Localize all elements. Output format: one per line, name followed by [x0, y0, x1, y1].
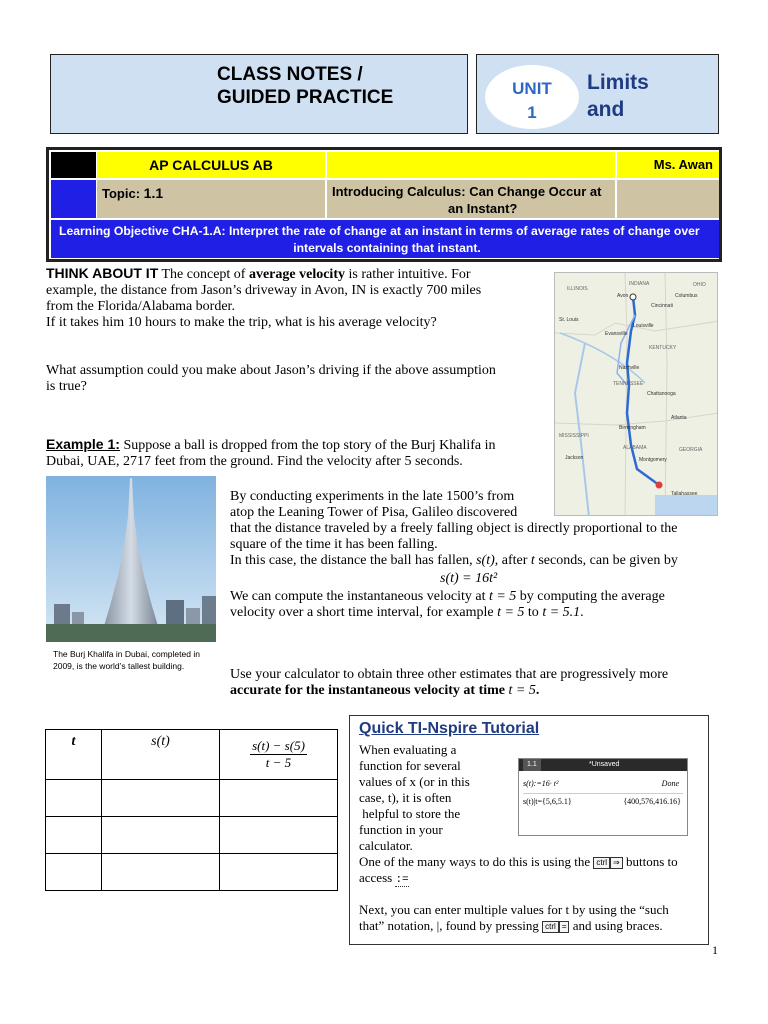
map-label: Tallahassee [671, 491, 698, 497]
map-label: OHIO [693, 282, 706, 288]
calc-line1: Use your calculator to obtain three other estimates that are progressively more [230, 667, 669, 682]
galileo-text: by computing the average [516, 589, 665, 604]
col-difference-quotient-header [220, 730, 338, 780]
course-info-table [46, 147, 722, 262]
tutorial-text: buttons to [622, 854, 678, 869]
think-about-it-section [46, 265, 556, 331]
photo-caption-line1: The Burj Khalifa in Dubai, completed in [53, 649, 200, 659]
example-1-text: Suppose a ball is dropped from the top story of the Burj Khalifa in [123, 438, 496, 453]
map-label: INDIANA [629, 281, 650, 287]
table-cell-t[interactable] [46, 854, 102, 891]
tutorial-intro-line: case, t), it is often [359, 790, 452, 805]
map-label: Columbus [675, 293, 698, 299]
map-label: Evansville [605, 331, 628, 337]
tutorial-intro-line: function in your [359, 822, 443, 837]
galileo-line3: that the distance traveled by a freely falling object is directly proportional to the [230, 521, 678, 536]
calc-divider [523, 793, 683, 794]
assumption-line1: What assumption could you make about Jason’s driving if the above assumption [46, 363, 496, 378]
col-st-header: s(t) [102, 730, 220, 780]
topic-number: 1.1 [143, 185, 164, 201]
distance-formula: s(t) = 16t² [440, 571, 498, 586]
unit-header [476, 54, 719, 134]
think-line3: from the Florida/Alabama border. [46, 299, 235, 314]
tutorial-store-instructions [359, 854, 678, 888]
ti-nspire-tutorial [349, 715, 709, 945]
topic-title-line1: Introducing Calculus: Can Change Occur at [332, 184, 602, 199]
table-row [46, 780, 338, 817]
calc-entry-1: s(t):=16· t² [523, 779, 559, 788]
header-title-line2: GUIDED PRACTICE [217, 87, 394, 108]
equals-key: = [559, 921, 570, 933]
map-label: Birmingham [619, 425, 646, 431]
table-cell-t[interactable] [46, 780, 102, 817]
objective-line2: intervals containing that instant. [293, 241, 481, 255]
tutorial-text: access [359, 870, 396, 885]
table-cell-quotient[interactable] [220, 817, 338, 854]
galileo-line1: By conducting experiments in the late 1500’s from [230, 489, 515, 504]
galileo-text: seconds, can be given by [534, 553, 678, 568]
col-t-header: t [46, 730, 102, 780]
map-label: Cincinnati [651, 303, 673, 309]
tutorial-text: Next, you can enter multiple values for t by using the “such [359, 902, 669, 917]
tutorial-intro [359, 742, 470, 854]
table-cell-t[interactable] [46, 817, 102, 854]
map-label: ILLINOIS [567, 286, 588, 292]
blue-swatch [51, 180, 96, 218]
table-row [46, 817, 338, 854]
calculator-tab: 1.1 [523, 759, 541, 771]
galileo-math: t = 5 [488, 589, 517, 604]
tutorial-title: Quick TI-Nspire Tutorial [359, 720, 540, 737]
unit-number: 1 [527, 103, 537, 122]
calc-entry-2: s(t)|t={5,6,5.1} [523, 797, 572, 806]
table-cell-quotient[interactable] [220, 780, 338, 817]
unit-title [587, 69, 649, 123]
galileo-text: , after [494, 553, 531, 568]
unit-label: UNIT [512, 79, 552, 98]
think-question: If it takes him 10 hours to make the trip, what is his average velocity? [46, 315, 437, 330]
class-notes-header [50, 54, 468, 134]
galileo-line4: square of the time it has been falling. [230, 537, 438, 552]
burj-khalifa-photo [46, 476, 216, 642]
calculator-doc-name: *Unsaved [589, 761, 620, 768]
map-graphic [555, 273, 718, 516]
galileo-math: s(t) [476, 553, 495, 568]
table-cell-st[interactable] [102, 854, 220, 891]
tutorial-intro-line: helpful to store the [359, 806, 461, 821]
galileo-text: to [524, 605, 543, 620]
think-text: The concept of [161, 267, 249, 282]
table-header-row [46, 730, 338, 780]
unit-title-line2: and [587, 98, 625, 121]
table-cell-quotient[interactable] [220, 854, 338, 891]
tutorial-intro-line: values of x (or in this [359, 774, 470, 789]
calc-result-2: {400,576,416.16} [623, 797, 681, 806]
difference-quotient-denominator: t − 5 [265, 755, 292, 770]
think-line2: example, the distance from Jason’s driveway in Avon, IN is exactly 700 miles [46, 283, 482, 298]
galileo-section [230, 489, 720, 621]
galileo-text: . [580, 605, 584, 620]
topic-cell [97, 180, 325, 218]
tutorial-intro-line: When evaluating a [359, 742, 457, 757]
black-swatch [51, 152, 96, 178]
galileo-text: In this case, the distance the ball has fallen, [230, 553, 477, 568]
calc-result-1: Done [661, 779, 679, 788]
teacher-name: Ms. Awan [617, 152, 719, 178]
galileo-math: t [530, 553, 535, 568]
photo-caption [53, 648, 200, 672]
example-1-label: Example 1: [46, 436, 120, 452]
map-label: MISSISSIPPI [559, 433, 589, 439]
tutorial-intro-line: calculator. [359, 838, 413, 853]
map-label: Montgomery [639, 457, 667, 463]
topic-label: Topic: [102, 186, 141, 201]
map-label: Avon [617, 293, 629, 299]
estimate-table [45, 729, 338, 891]
unit-badge [485, 65, 579, 129]
course-name: AP CALCULUS AB [97, 152, 325, 178]
average-velocity-term: average velocity [248, 267, 345, 282]
route-map [554, 272, 718, 516]
header-title [217, 63, 393, 109]
map-label: St. Louis [559, 317, 579, 323]
tutorial-text: One of the many ways to do this is using the [359, 854, 594, 869]
difference-quotient-numerator: s(t) − s(5) [252, 738, 305, 753]
header-title-line1: CLASS NOTES / [217, 64, 363, 85]
calc-bold-text: accurate for the instantaneous velocity at time [230, 683, 509, 698]
calc-math: t = 5 [508, 683, 536, 698]
course-blank-cell [327, 152, 615, 178]
think-text: is rather intuitive. For [344, 267, 471, 282]
objective-line1: Learning Objective CHA-1.A: Interpret the rate of change at an instant in terms of average rates of change over [59, 224, 700, 238]
tutorial-such-that-instructions [359, 902, 669, 934]
map-label: Atlanta [671, 415, 687, 421]
map-label: Jackson [565, 455, 584, 461]
table-row [46, 854, 338, 891]
photo-caption-line2: 2009, is the world’s tallest building. [53, 661, 185, 671]
learning-objective [51, 220, 719, 258]
example-1 [46, 436, 556, 470]
map-label: Nashville [619, 365, 640, 371]
calc-text: . [535, 683, 540, 698]
galileo-math: t = 5 [497, 605, 525, 620]
example-1-text: Dubai, UAE, 2717 feet from the ground. Find the velocity after 5 seconds. [46, 454, 463, 469]
map-label: TENNESSEE [613, 381, 644, 387]
galileo-text: We can compute the instantaneous velocity at [230, 589, 489, 604]
galileo-math: t = 5.1 [542, 605, 581, 620]
ctrl-key: ctrl [542, 921, 559, 933]
assumption-question [46, 363, 546, 395]
map-label: GEORGIA [679, 447, 703, 453]
topic-blank-cell [617, 180, 719, 218]
ctrl-key: ctrl [593, 857, 610, 869]
table-cell-st[interactable] [102, 780, 220, 817]
think-heading: THINK ABOUT IT [46, 265, 159, 281]
map-label: Louisville [633, 323, 654, 329]
map-label: ALABAMA [623, 445, 647, 451]
galileo-line2: atop the Leaning Tower of Pisa, Galileo discovered [230, 505, 518, 520]
assumption-line2: is true? [46, 379, 87, 394]
map-label: KENTUCKY [649, 345, 677, 351]
topic-title [327, 180, 615, 218]
calculator-history [519, 771, 687, 835]
map-label: Chattanooga [647, 391, 676, 397]
store-key: ⇒ [610, 857, 623, 869]
page-number: 1 [712, 943, 718, 957]
unit-title-line1: Limits [587, 71, 649, 94]
burj-khalifa-image [46, 476, 216, 642]
calculator-instructions [230, 667, 720, 699]
galileo-text: velocity over a short time interval, for example [230, 605, 498, 620]
calculator-titlebar [519, 759, 687, 771]
assign-symbol: := [395, 874, 409, 886]
calculator-screen [518, 758, 688, 836]
tutorial-intro-line: function for several [359, 758, 461, 773]
tutorial-text: that” notation, |, found by pressing [359, 918, 543, 933]
table-cell-st[interactable] [102, 817, 220, 854]
tutorial-text: and using braces. [569, 918, 663, 933]
topic-title-line2: an Instant? [448, 201, 518, 216]
